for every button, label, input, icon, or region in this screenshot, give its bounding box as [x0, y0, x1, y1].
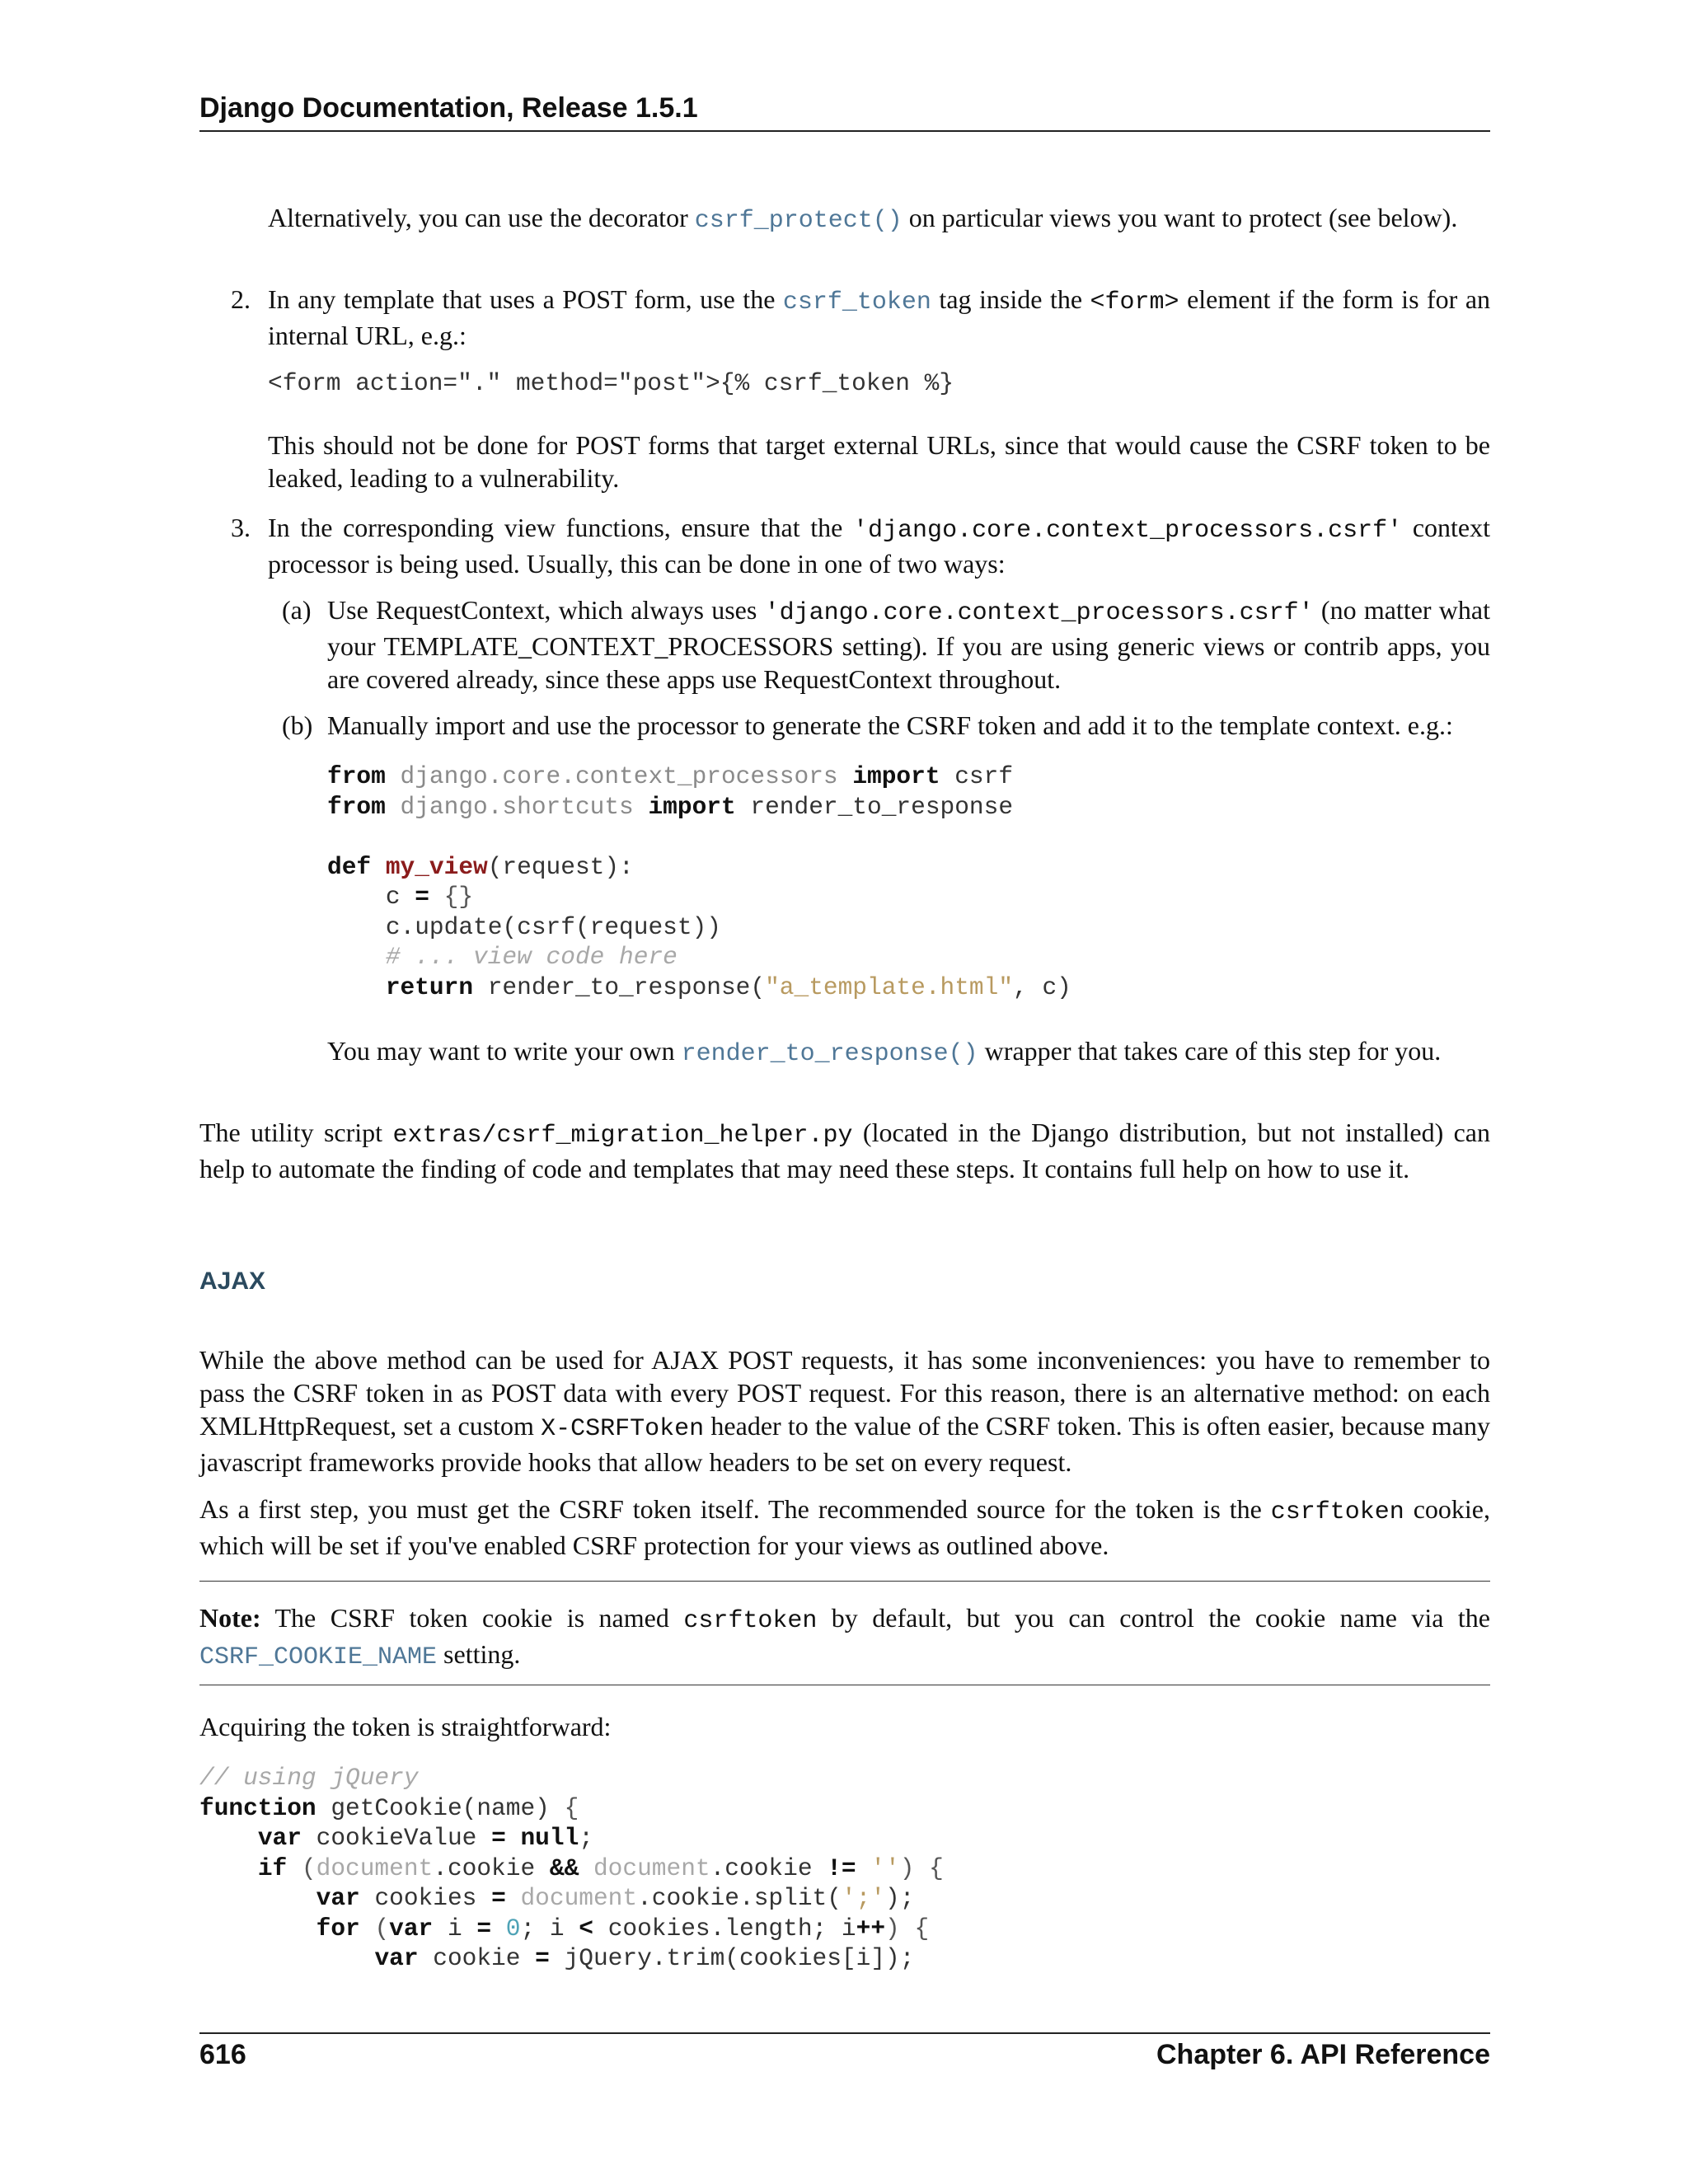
- csrf-cookie-name-link[interactable]: CSRF_COOKIE_NAME: [199, 1643, 438, 1671]
- migration-helper-code: extras/csrf_migration_helper.py: [392, 1122, 853, 1150]
- note-label: Note:: [199, 1603, 261, 1633]
- note-box: Note: The CSRF token cookie is named csrftoken by default, but you can control the cookie name via the CSRF_COOKIE_NAME setting.: [199, 1603, 1491, 1671]
- page-number: 616: [199, 2039, 246, 2070]
- context-processor-code: 'django.core.context_processors.csrf': [853, 517, 1403, 545]
- step2-note: This should not be done for POST forms that target external URLs, since that would cause the CSRF token to be leaked, leading to a vulnerability.: [268, 430, 1490, 493]
- step3b-text: Manually import and use the processor to generate the CSRF token and add it to the template context. e.g.:: [327, 710, 1453, 740]
- python-code-block: from django.core.context_processors import csrf from django.shortcuts import render_to_response def my_view(request): c = {} c.update(csrf(request)) # ... view code here return render_to_response("a_template.html", c): [327, 762, 1071, 1001]
- step3-number: 3.: [231, 513, 251, 542]
- page-header-title: Django Documentation, Release 1.5.1: [199, 92, 698, 124]
- step1-continuation: Alternatively, you can use the decorator csrf_protect() on particular views you want to protect (see below).: [268, 203, 1458, 235]
- chapter-title: Chapter 6. API Reference: [1156, 2039, 1490, 2070]
- ajax-paragraph-2: As a first step, you must get the CSRF token itself. The recommended source for the token is the csrftoken cookie, which will be set if you've enabled CSRF protection for your views as outlined above.: [199, 1494, 1491, 1560]
- utility-paragraph: The utility script extras/csrf_migration_helper.py (located in the Django distribution, but not installed) can help to automate the finding of code and templates that may need these steps. It contains full help on how to use it.: [199, 1118, 1491, 1183]
- render-to-response-link[interactable]: render_to_response(): [681, 1040, 978, 1068]
- ajax-paragraph-1: While the above method can be used for AJAX POST requests, it has some inconveniences: you have to remember to pass the CSRF token in as POST data with every POST request. For this reason, there is an alternative method: on each XMLHttpRequest, set a custom X-CSRFToken header to the value of the CSRF token. This is often easier, because many javascript frameworks provide hooks that allow headers to be set on every request.: [199, 1345, 1491, 1477]
- form-tag-code: <form>: [1090, 288, 1179, 316]
- step3a-text: Use RequestContext, which always uses 'django.core.context_processors.csrf' (no matter what your TEMPLATE_CONTEXT_PROCESSORS setting). If you are using generic views or contrib apps, you are covered already, since these apps use RequestContext throughout.: [327, 595, 1491, 694]
- csrf-protect-link[interactable]: csrf_protect(): [694, 207, 903, 235]
- note-csrftoken-code: csrftoken: [683, 1607, 818, 1635]
- step3b-after-text: You may want to write your own render_to_response() wrapper that takes care of this step for you.: [327, 1036, 1442, 1068]
- step3b-label: (b): [282, 710, 313, 740]
- header-rule: [199, 130, 1490, 132]
- step2-number: 2.: [231, 284, 251, 314]
- footer-rule: [199, 2032, 1490, 2034]
- x-csrftoken-code: X-CSRFToken: [541, 1415, 705, 1443]
- javascript-code-block: // using jQuery function getCookie(name) { var cookieValue = null; if (document.cookie && document.cookie != '') { var cookies = document.cookie.split(';'); for (var i = 0; i < cookies.length; i++) { var cookie = jQuery.trim(cookies[i]);: [199, 1764, 944, 1972]
- my-view-function-name: my_view: [385, 852, 488, 881]
- step3-text: In the corresponding view functions, ensure that the 'django.core.context_processors.csrf' context processor is being used. Usually, this can be done in one of two ways:: [268, 513, 1491, 579]
- step3a-label: (a): [282, 595, 312, 625]
- csrf-token-link[interactable]: csrf_token: [782, 288, 931, 316]
- ajax-section-heading: AJAX: [199, 1268, 266, 1295]
- step2-text: In any template that uses a POST form, use the csrf_token tag inside the <form> element if the form is for an internal URL, e.g.:: [268, 284, 1491, 350]
- note-top-rule: [199, 1581, 1490, 1582]
- context-processor-code-a: 'django.core.context_processors.csrf': [764, 599, 1314, 627]
- form-code-example: <form action="." method="post">{% csrf_token %}: [268, 369, 954, 397]
- csrftoken-code: csrftoken: [1270, 1498, 1404, 1526]
- acquire-text: Acquiring the token is straightforward:: [199, 1712, 612, 1741]
